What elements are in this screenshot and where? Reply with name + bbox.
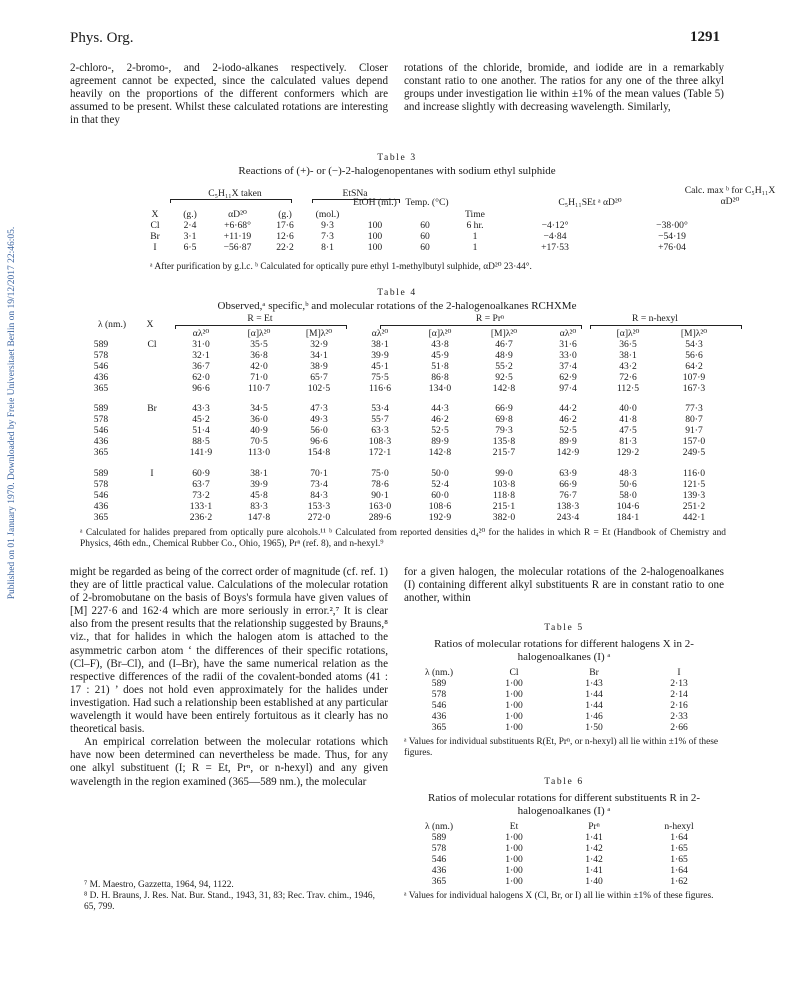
table4-cell: 96·6: [192, 382, 210, 394]
table4-cell: 88·5: [192, 436, 210, 448]
table4-cell: 578: [93, 349, 109, 361]
table4-cell: 65·7: [310, 371, 328, 383]
table3-h-alpha: αD²⁰: [228, 209, 247, 220]
table4-cell: 60·0: [431, 489, 449, 501]
top-right-text: rotations of the chloride, bromide, and iodide are in a remarkably constant ratio to one another. The ratios for any one of the three alkyl groups under investigation lie within ±1% of the mean values (Table 5) and increase slightly with decreasing wavelength. Similarly,: [404, 62, 724, 114]
table4-cell: 69·8: [495, 414, 513, 426]
table4-group-prn: R = Prⁿ: [475, 313, 505, 324]
table3-footnote: ᵃ After purification by g.l.c. ᵇ Calculated for optically pure ethyl 1-methylbutyl sulphide, αD²⁰ 23·44°.: [150, 262, 532, 272]
table4-cell: 99·0: [495, 467, 513, 479]
table4-cell: 92·5: [495, 371, 513, 383]
table4-cell: 73·4: [310, 478, 328, 490]
table4-cell: 71·0: [250, 371, 268, 383]
table-row: 546 1·00 1·44 2·16: [431, 699, 688, 711]
table4-cell: [132, 437, 172, 448]
table5-label: Table 5: [544, 622, 584, 633]
table4-cell: 578: [93, 478, 109, 490]
table6-footnote: ᵃ Values for individual halogens X (Cl, Br, or I) all lie within ±1% of these figures.: [404, 891, 714, 901]
table4-title: Observed,ᵃ specific,ᵇ and molecular rotations of the 2-halogenoalkanes RCHXMe: [217, 300, 577, 312]
table4-cell: [132, 448, 172, 459]
table-row: 365 1·00 1·40 1·62: [431, 875, 688, 887]
table4-cell: 142·8: [428, 447, 452, 459]
table4-cell: 142·8: [492, 382, 516, 394]
table4-cell: [132, 502, 172, 513]
table4-cell: 118·8: [492, 489, 516, 501]
table4-cell: 83·3: [250, 500, 268, 512]
table4-cell: I: [150, 467, 154, 479]
table4-cell: 43·2: [619, 360, 637, 372]
table4-cell: 56·6: [685, 349, 703, 361]
table4-cell: 249·5: [682, 447, 706, 459]
table4-cell: 134·0: [428, 382, 452, 394]
table4-cell: 66·9: [559, 478, 577, 490]
table4-cell: 215·1: [492, 500, 516, 512]
table4-cell: 49·3: [310, 414, 328, 426]
table4-cell: 52·5: [559, 425, 577, 437]
table4-cell: 86·8: [431, 371, 449, 383]
table4-cell: 31·6: [559, 338, 577, 350]
table4-cell: 36·7: [192, 360, 210, 372]
table-row: 589 1·00 1·43 2·13: [431, 677, 688, 689]
table4-cell: 36·8: [250, 349, 268, 361]
table3-title: Reactions of (+)- or (−)-2-halogenopentanes with sodium ethyl sulphide: [238, 165, 556, 177]
table-row: [70, 513, 730, 524]
table4-cell: 46·2: [431, 414, 449, 426]
table4-cell: 184·1: [616, 511, 640, 523]
table4-cell: 272·0: [307, 511, 331, 523]
table4-group-et: R = Et: [247, 313, 273, 324]
table4-cell: 104·6: [616, 500, 640, 512]
table4-cell: 135·8: [492, 436, 516, 448]
right-body-text: for a given halogen, the molecular rotations of the 2-halogenoalkanes (I) containing different alkyl substituents R are in constant ratio to one another, within: [404, 566, 724, 605]
table3-grid: [140, 210, 734, 254]
table4-cell: 43·8: [431, 338, 449, 350]
table4-cell: 45·2: [192, 414, 210, 426]
table4-cell: 75·5: [371, 371, 389, 383]
table4-cell: 157·0: [682, 436, 706, 448]
table4-cell: [132, 373, 172, 384]
top-left-text: 2-chloro-, 2-bromo-, and 2-iodo-alkanes respectively. Closer agreement cannot be expected, since the calculated values depend heavily on the proportions of the different conformers which are assumed to be present. Whilst these calculated rotations are interesting in that they: [70, 62, 388, 127]
table4-cell: 116·6: [368, 382, 392, 394]
paragraph: might be regarded as being of the correct order of magnitude (cf. ref. 1) they are of little practical value. Calculations of the molecular rotation of 2-bromobutane on the basis of Boys's formula have given values of [M] 227·6 and 162·4 which are more seriously in error.²,⁷ It is clear also from the present results that the relationship suggested by Brauns,⁸ viz., that for halides in which the halogen atom is attached to the asymmetric carbon atom ‘ the differences of their specific rotations, (Cl–F), (Br–Cl), and (I–Br), have the same numerical relation as the respective differences of the radii of the covalent-bonded atoms (41 : 17 : 21) ’ does not hold even approximately for the halides under investigation. Had such a relationship been established at any particular wavelength it would have been entirely fortuitous as it clearly has no theoretical basis.: [70, 566, 388, 736]
table4-cell: [132, 480, 172, 491]
table4-cell: 35·5: [250, 338, 268, 350]
table4-cell: 251·2: [682, 500, 706, 512]
table4-cell: 76·7: [559, 489, 577, 501]
table4-cell: 53·4: [371, 403, 389, 415]
paragraph: An empirical correlation between the molecular rotations which have now been determined can nevertheless be made. Thus, for any one alkyl substituent (I; R = Et, Prⁿ, or n-hexyl) and any given wavelength in the region examined (365—589 nm.), the molecular: [70, 736, 388, 788]
table4-cell: 81·3: [619, 436, 637, 448]
table4-cell: [132, 362, 172, 373]
table4-cell: 243·4: [556, 511, 580, 523]
table4-cell: 47·5: [619, 425, 637, 437]
table4-cell: 37·4: [559, 360, 577, 372]
table4-cell: 75·0: [371, 467, 389, 479]
table4-cell: 48·9: [495, 349, 513, 361]
table4-cell: 154·8: [307, 447, 331, 459]
table3-h-mol: (mol.): [315, 209, 340, 220]
table5-grid: [404, 668, 724, 733]
table4-grid: [70, 329, 730, 524]
table-row: 365 1·00 1·50 2·66: [431, 721, 688, 733]
table4-cell: [132, 351, 172, 362]
table4-cell: 172·1: [368, 447, 392, 459]
table4-footnote: ᵃ Calculated for halides prepared from optically pure alcohols.¹¹ ᵇ Calculated from reported densities d₄²⁰ for the halides in which R = Et (Handbook of Chemistry and Physics, 46th edn., Chemical Rubber Co., Ohio, 1965), Prⁿ (ref. 8), and n-hexyl.⁹: [80, 528, 726, 549]
table4-cell: 46·7: [495, 338, 513, 350]
table-row: 546 1·00 1·42 1·65: [431, 853, 688, 865]
table4-cell: 97·4: [559, 382, 577, 394]
table4-cell: [132, 513, 172, 524]
table4-cell: 48·3: [619, 467, 637, 479]
table4-cell: 365: [93, 382, 109, 394]
table4-cell: 39·9: [371, 349, 389, 361]
table-row: Br 3·1 +11·19 12·6 7·3 100 60 1 −4·84 −54·19: [150, 230, 686, 242]
table-row: I 6·5 −56·87 22·2 8·1 100 60 1 +17·53 +76·04: [153, 241, 686, 253]
table4-cell: 52·4: [431, 478, 449, 490]
table4-cell: 89·9: [559, 436, 577, 448]
table6-header-row: λ (nm.) Et Prⁿ n-hexyl: [424, 821, 694, 832]
table4-cell: 80·7: [685, 414, 703, 426]
table4-cell: 89·9: [431, 436, 449, 448]
table4-cell: 41·8: [619, 414, 637, 426]
table4-cell: 40·9: [250, 425, 268, 437]
table4-cell: 578: [93, 414, 109, 426]
table4-cell: 112·5: [616, 382, 640, 394]
references: [70, 880, 388, 914]
table4-cell: 43·3: [192, 403, 210, 415]
left-body-text: [70, 566, 388, 789]
table4-cell: 91·7: [685, 425, 703, 437]
table4-cell: 55·2: [495, 360, 513, 372]
table4-cell: 44·3: [431, 403, 449, 415]
table4-cell: 36·0: [250, 414, 268, 426]
table4-cell: 44·2: [559, 403, 577, 415]
table4-cell: 236·2: [189, 511, 213, 523]
table4-cell: 107·9: [682, 371, 706, 383]
table4-cell: [132, 384, 172, 395]
table4-cell: 546: [93, 425, 109, 437]
table4-cell: 192·9: [428, 511, 452, 523]
reference-item: ⁷ M. Maestro, Gazzetta, 1964, 94, 1122.: [84, 880, 234, 890]
table4-header-row: αλ²⁰ [α]λ²⁰ [M]λ²⁰ αλ²⁰ [α]λ²⁰ [M]λ²⁰ αλ²⁰ [α]λ²⁰ [M]λ²⁰: [192, 328, 708, 339]
table-row: [70, 373, 730, 384]
table4-cell: 36·5: [619, 338, 637, 350]
table4-cell: 436: [93, 500, 109, 512]
journal-header: Phys. Org.: [70, 30, 134, 46]
table4-cell: [132, 426, 172, 437]
table4-cell: 38·9: [310, 360, 328, 372]
table4-cell: Cl: [147, 338, 157, 350]
table4-cell: 546: [93, 360, 109, 372]
table4-cell: 34·1: [310, 349, 328, 361]
table4-cell: 39·9: [250, 478, 268, 490]
table4-cell: 33·0: [559, 349, 577, 361]
table3-h-g1: (g.): [183, 209, 197, 220]
table4-cell: 63·3: [371, 425, 389, 437]
table4-cell: 78·6: [371, 478, 389, 490]
table4-cell: 589: [93, 467, 109, 479]
table-row: 436 1·00 1·46 2·33: [431, 710, 688, 722]
table4-cell: 103·8: [492, 478, 516, 490]
table4-cell: 63·9: [559, 467, 577, 479]
table-row: 589 1·00 1·41 1·64: [431, 831, 688, 843]
table4-cell: 38·1: [371, 338, 389, 350]
table4-group-hexyl: R = n-hexyl: [632, 313, 678, 324]
table4-cell: 46·2: [559, 414, 577, 426]
table3-group-etsna: EtSNa: [342, 188, 368, 199]
table4-cell: 167·3: [682, 382, 706, 394]
table-row: 578 1·00 1·44 2·14: [431, 688, 688, 700]
table3-calc-head: Calc. max ᵇ for C₅H₁₁X αD²⁰: [684, 185, 776, 207]
table4-cell: 38·1: [250, 467, 268, 479]
table-row: Cl 2·4 +6·68° 17·6 9·3 100 60 6 hr. −4·12° −38·00°: [150, 219, 688, 231]
table4-h-lambda: λ (nm.): [97, 319, 127, 330]
table4-cell: 47·3: [310, 403, 328, 415]
table4-cell: [132, 491, 172, 502]
table4-cell: 63·7: [192, 478, 210, 490]
table4-cell: 77·3: [685, 403, 703, 415]
table4-cell: 90·1: [371, 489, 389, 501]
table4-cell: 54·3: [685, 338, 703, 350]
table4-cell: 31·0: [192, 338, 210, 350]
table4-cell: 62·9: [559, 371, 577, 383]
table-row: [70, 502, 730, 513]
table4-cell: 138·3: [556, 500, 580, 512]
table4-cell: 113·0: [247, 447, 271, 459]
table4-cell: 56·0: [310, 425, 328, 437]
table4-cell: 382·0: [492, 511, 516, 523]
table4-cell: 51·8: [431, 360, 449, 372]
table4-cell: 96·6: [310, 436, 328, 448]
table4-cell: 147·8: [247, 511, 271, 523]
table4-cell: 55·7: [371, 414, 389, 426]
table4-cell: 129·2: [616, 447, 640, 459]
table4-cell: 289·6: [368, 511, 392, 523]
table4-cell: 546: [93, 489, 109, 501]
table4-cell: 436: [93, 436, 109, 448]
table4-cell: 139·3: [682, 489, 706, 501]
table4-cell: 79·3: [495, 425, 513, 437]
table4-cell: 70·1: [310, 467, 328, 479]
table4-cell: 365: [93, 447, 109, 459]
table4-cell: 215·7: [492, 447, 516, 459]
table-row: 436 1·00 1·41 1·64: [431, 864, 688, 876]
table4-cell: 50·0: [431, 467, 449, 479]
table-row: [70, 384, 730, 395]
table4-cell: 108·6: [428, 500, 452, 512]
table4-cell: 84·3: [310, 489, 328, 501]
table4-cell: 50·6: [619, 478, 637, 490]
table4-cell: 102·5: [307, 382, 331, 394]
table4-cell: 62·0: [192, 371, 210, 383]
table4-cell: 58·0: [619, 489, 637, 501]
table-row: 578 1·00 1·42 1·65: [431, 842, 688, 854]
table4-cell: Br: [147, 403, 157, 415]
table4-cell: 73·2: [192, 489, 210, 501]
table5-header-row: λ (nm.) Cl Br I: [424, 667, 681, 678]
table4-cell: 365: [93, 511, 109, 523]
table4-h-x: X: [146, 319, 154, 330]
table4-cell: 51·4: [192, 425, 210, 437]
table4-cell: 442·1: [682, 511, 706, 523]
table3-h-time: Time: [465, 209, 485, 220]
table6-label: Table 6: [544, 776, 584, 787]
table4-cell: 108·3: [368, 436, 392, 448]
table4-cell: 32·9: [310, 338, 328, 350]
page-number: 1291: [690, 29, 720, 45]
table3-etoh-head: EtOH (ml.): [353, 197, 397, 208]
reference-item: ⁸ D. H. Brauns, J. Res. Nat. Bur. Stand., 1943, 31, 83; Rec. Trav. chim., 1946, 65, 799.: [84, 891, 375, 913]
table5-title: Ratios of molecular rotations for different halogens X in 2-halogenoalkanes (I) ᵃ: [434, 638, 694, 663]
table4-label: Table 4: [377, 287, 417, 298]
table4-cell: 42·0: [250, 360, 268, 372]
table4-cell: 45·1: [371, 360, 389, 372]
table4-cell: 40·0: [619, 403, 637, 415]
table4-cell: 436: [93, 371, 109, 383]
table4-cell: 589: [93, 338, 109, 350]
table4-cell: 66·9: [495, 403, 513, 415]
table6-title: Ratios of molecular rotations for different substituents R in 2-halogenoalkanes (I) ᵃ: [428, 792, 700, 817]
table3-product-head: C₅H₁₁SEt ᵃ αD²⁰: [558, 197, 622, 208]
table5-footnote: ᵃ Values for individual substituents R(Et, Prⁿ, or n-hexyl) all lie within ±1% of these figures.: [404, 737, 719, 758]
table4-cell: 133·1: [189, 500, 213, 512]
table4-cell: 141·9: [189, 447, 213, 459]
table3-h-g2: (g.): [278, 209, 292, 220]
table3-group-taken: C₅H₁₁X taken: [208, 188, 262, 199]
table4-cell: 153·3: [307, 500, 331, 512]
table4-cell: 64·2: [685, 360, 703, 372]
table4-cell: 60·9: [192, 467, 210, 479]
table4-cell: 121·5: [682, 478, 706, 490]
table4-cell: 32·1: [192, 349, 210, 361]
table4-cell: 38·1: [619, 349, 637, 361]
table4-cell: 45·8: [250, 489, 268, 501]
table4-cell: 589: [93, 403, 109, 415]
table4-cell: 116·0: [682, 467, 706, 479]
table3-temp-head: Temp. (°C): [405, 197, 449, 208]
table4-cell: 110·7: [247, 382, 271, 394]
table4-cell: 70·5: [250, 436, 268, 448]
table4-cell: 142·9: [556, 447, 580, 459]
table-row: [70, 362, 730, 373]
table4-cell: 52·5: [431, 425, 449, 437]
table-row: [70, 448, 730, 459]
table3-brace-taken: [170, 199, 292, 203]
table4-cell: 72·6: [619, 371, 637, 383]
table4-cell: 163·0: [368, 500, 392, 512]
table3-label: Table 3: [377, 152, 417, 163]
table4-cell: [132, 415, 172, 426]
table3-h-x: X: [151, 209, 159, 220]
table6-grid: [404, 822, 724, 887]
table4-cell: 34·5: [250, 403, 268, 415]
download-watermark: Published on 01 January 1970. Downloaded by Freie Universitaet Berlin on 19/12/2017 22:46:05.: [7, 226, 17, 600]
table4-cell: 45·9: [431, 349, 449, 361]
